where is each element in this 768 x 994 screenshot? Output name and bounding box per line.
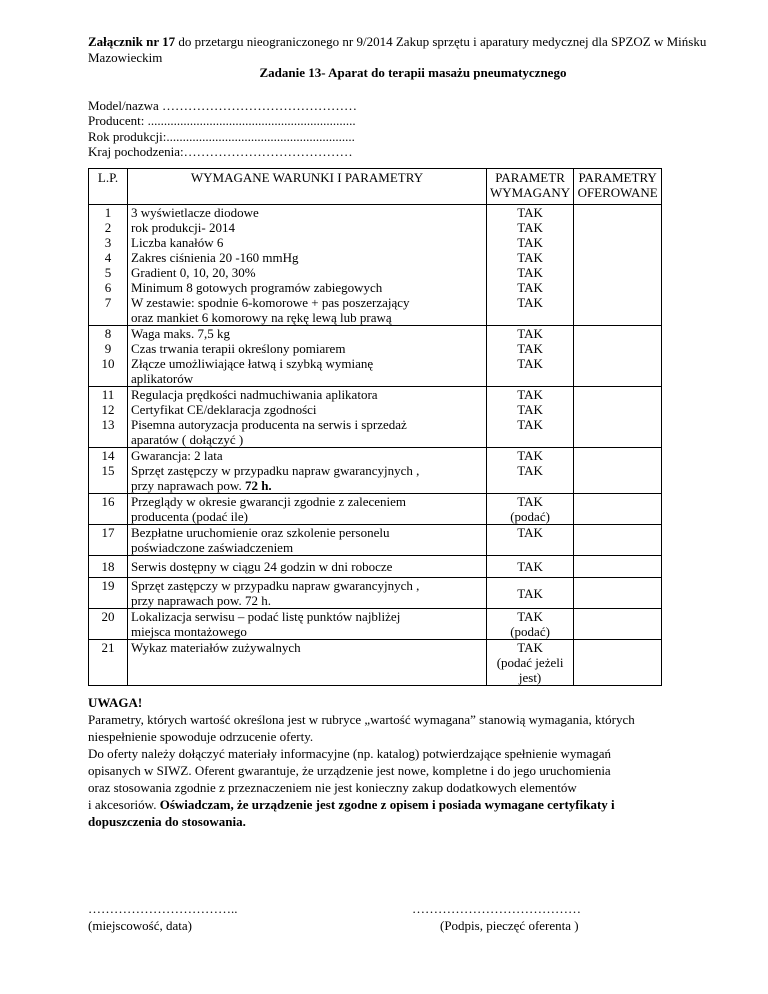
lp-number: 12 [101, 402, 115, 417]
requirement-text: oraz mankiet 6 komorowy na rękę lewą lub prawą [131, 310, 392, 325]
attachment-description: do przetargu nieograniczonego nr 9/2014 Zakup sprzętu i aparatury medycznej dla SPZOZ w Mińsku Mazowieckim [88, 34, 707, 65]
lp-cell [89, 387, 128, 448]
signature-dots: ………………………………… [412, 901, 581, 916]
requirement-cell [128, 640, 487, 686]
lp-cell [89, 326, 128, 387]
param-offered-cell[interactable] [574, 609, 662, 640]
param-value: TAK [517, 417, 543, 432]
param-value: TAK [517, 295, 543, 310]
declaration-text: dopuszczenia do stosowania. [88, 814, 246, 829]
note-line: Parametry, których wartość określona jest w rubryce „wartość wymagana” stanowią wymagania, których [88, 712, 635, 727]
lp-cell [89, 609, 128, 640]
lp-cell [89, 578, 128, 609]
param-required-cell [487, 326, 574, 387]
param-required-cell [487, 640, 574, 686]
param-value: TAK [517, 609, 543, 624]
param-value: TAK [517, 265, 543, 280]
requirement-cell [128, 326, 487, 387]
requirement-text: Liczba kanałów 6 [131, 235, 224, 250]
param-value: TAK [517, 585, 543, 601]
requirement-text: aplikatorów [131, 371, 194, 386]
lp-number: 20 [101, 609, 115, 624]
requirement-cell [128, 556, 487, 578]
requirement-text: Pisemna autoryzacja producenta na serwis i sprzedaż [131, 417, 407, 432]
param-required-cell [487, 578, 574, 609]
param-required-cell [487, 205, 574, 326]
lp-number: 7 [104, 295, 112, 310]
table-row [89, 525, 662, 556]
requirement-text: Sprzęt zastępczy w przypadku napraw gwarancyjnych , [131, 578, 420, 593]
requirement-cell [128, 205, 487, 326]
requirement-text: Wykaz materiałów zużywalnych [131, 640, 301, 655]
param-value: TAK [517, 640, 543, 655]
lp-cell [89, 556, 128, 578]
lp-number: 17 [101, 525, 115, 540]
table-row [89, 387, 662, 448]
lp-number: 21 [101, 640, 115, 655]
requirement-cell [128, 494, 487, 525]
param-value: TAK [517, 235, 543, 250]
requirement-text: Certyfikat CE/deklaracja zgodności [131, 402, 317, 417]
place-date-dots: …………………………….. [88, 901, 238, 916]
declaration-text: Oświadczam, że urządzenie jest zgodne z opisem i posiada wymagane certyfikaty i [159, 797, 615, 812]
model-field: Model/nazwa ……………………………………… [88, 97, 358, 113]
header-param-required: PARAMETR WYMAGANY [487, 169, 574, 205]
lp-number: 3 [104, 235, 112, 250]
table-row [89, 640, 662, 686]
table-row [89, 326, 662, 387]
lp-number: 8 [104, 326, 112, 341]
table-row [89, 205, 662, 326]
requirement-text: Przeglądy w okresie gwarancji zgodnie z zaleceniem [131, 494, 407, 509]
place-date-signature [88, 900, 238, 934]
lp-number: 2 [104, 220, 112, 235]
parameters-table [88, 168, 662, 686]
param-offered-cell[interactable] [574, 205, 662, 326]
requirement-text: Lokalizacja serwisu – podać listę punktów najbliżej [131, 609, 401, 624]
lp-number: 15 [101, 463, 115, 478]
requirement-text: miejsca montażowego [131, 624, 247, 639]
lp-cell [89, 448, 128, 494]
requirement-text: Regulacja prędkości nadmuchiwania aplikatora [131, 387, 378, 402]
param-offered-cell[interactable] [574, 494, 662, 525]
param-value: TAK [517, 525, 543, 540]
param-value: TAK [517, 463, 543, 478]
lp-number: 18 [101, 559, 115, 574]
requirement-text [131, 478, 483, 493]
requirement-cell [128, 578, 487, 609]
lp-number: 1 [104, 205, 112, 220]
param-value: TAK [517, 341, 543, 356]
requirement-text: producenta (podać ile) [131, 509, 248, 524]
param-required-cell [487, 494, 574, 525]
requirement-text: Gradient 0, 10, 20, 30% [131, 265, 256, 280]
lp-number: 11 [101, 387, 115, 402]
requirement-text: Minimum 8 gotowych programów zabiegowych [131, 280, 383, 295]
note-text: i akcesoriów. [88, 797, 160, 812]
param-value: (podać) [510, 509, 550, 524]
lp-number: 13 [101, 417, 115, 432]
country-field: Kraj pochodzenia:………………………………… [88, 144, 353, 159]
note-line: oraz stosowania zgodnie z przeznaczeniem nie jest konieczny zakup dodatkowych elementów [88, 780, 577, 795]
requirement-text: aparatów ( dołączyć ) [131, 432, 244, 447]
table-row [89, 494, 662, 525]
param-value: TAK [517, 356, 543, 371]
param-offered-cell[interactable] [574, 640, 662, 686]
lp-number: 4 [104, 250, 112, 265]
param-value: TAK [517, 205, 543, 220]
param-required-cell [487, 609, 574, 640]
requirement-cell [128, 525, 487, 556]
lp-cell [89, 525, 128, 556]
attachment-number: Załącznik nr 17 [88, 34, 176, 49]
param-required-cell [487, 556, 574, 578]
requirement-text: Gwarancja: 2 lata [131, 448, 223, 463]
param-offered-cell[interactable] [574, 387, 662, 448]
note-line [88, 813, 748, 830]
producer-field: Producent: ................................................................ [88, 113, 356, 128]
requirement-text: Waga maks. 7,5 kg [131, 326, 230, 341]
lp-cell [89, 205, 128, 326]
requirement-text: Złącze umożliwiające łatwą i szybką wymianę [131, 356, 374, 371]
note-line: opisanych w SIWZ. Oferent gwarantuje, że urządzenie jest nowe, kompletne i do jego uruchomienia [88, 763, 611, 778]
requirement-text: Zakres ciśnienia 20 -160 mmHg [131, 250, 299, 265]
production-year-field: Rok produkcji:.......................................................... [88, 128, 355, 144]
lp-number: 6 [104, 280, 112, 295]
table-row [89, 448, 662, 494]
document-header [88, 34, 738, 160]
requirement-text: Bezpłatne uruchomienie oraz szkolenie personelu [131, 525, 390, 540]
requirement-text: 3 wyświetlacze diodowe [131, 205, 259, 220]
table-row [89, 578, 662, 609]
param-value: TAK [517, 494, 543, 509]
requirement-text: Sprzęt zastępczy w przypadku napraw gwarancyjnych , [131, 463, 420, 478]
product-fields [88, 98, 738, 160]
lp-number: 9 [104, 341, 112, 356]
requirement-text: Serwis dostępny w ciągu 24 godzin w dni robocze [131, 559, 393, 574]
requirement-text: Czas trwania terapii określony pomiarem [131, 341, 346, 356]
param-required-cell [487, 525, 574, 556]
lp-cell [89, 640, 128, 686]
param-value: TAK [517, 250, 543, 265]
param-offered-cell[interactable] [574, 578, 662, 609]
lp-number: 10 [101, 356, 115, 371]
header-param-offered: PARAMETRY OFEROWANE [574, 169, 662, 205]
requirement-text: przy naprawach pow. 72 h. [131, 593, 271, 608]
param-value: TAK [517, 326, 543, 341]
param-value: TAK [517, 448, 543, 463]
lp-number: 14 [101, 448, 115, 463]
lp-number: 5 [104, 265, 112, 280]
attachment-line [88, 34, 738, 65]
note-line: niespełnienie spowoduje odrzucenie oferty. [88, 729, 314, 744]
task-title: Zadanie 13- Aparat do terapii masażu pneumatycznego [259, 65, 567, 80]
table-header-row [89, 169, 662, 205]
note-line [88, 796, 748, 813]
param-value: TAK [517, 559, 543, 574]
param-required-cell [487, 448, 574, 494]
lp-number: 16 [101, 494, 115, 509]
param-value: TAK [517, 220, 543, 235]
table-row [89, 556, 662, 578]
param-value: (podać) [510, 624, 550, 639]
param-offered-cell[interactable] [574, 556, 662, 578]
signature-label: (Podpis, pieczęć oferenta ) [440, 918, 579, 933]
lp-number: 19 [101, 578, 115, 593]
requirement-cell [128, 387, 487, 448]
param-value: TAK [517, 402, 543, 417]
lp-cell [89, 494, 128, 525]
requirement-text: rok produkcji- 2014 [131, 220, 235, 235]
requirement-cell [128, 609, 487, 640]
header-lp: L.P. [89, 169, 128, 205]
param-value: TAK [517, 280, 543, 295]
param-offered-cell[interactable] [574, 448, 662, 494]
header-requirements: WYMAGANE WARUNKI I PARAMETRY [128, 169, 487, 205]
requirement-text-bold: 72 h. [244, 478, 272, 493]
param-offered-cell[interactable] [574, 525, 662, 556]
requirement-text-plain: przy naprawach pow. [131, 478, 245, 493]
warning-note [88, 694, 748, 830]
param-value: (podać jeżeli [496, 655, 564, 670]
param-required-cell [487, 387, 574, 448]
warning-title: UWAGA! [88, 695, 143, 710]
table-row [89, 609, 662, 640]
param-value: jest) [518, 670, 542, 685]
requirement-text: poświadczone zaświadczeniem [131, 540, 294, 555]
param-offered-cell[interactable] [574, 326, 662, 387]
place-date-label: (miejscowość, data) [88, 918, 192, 933]
requirement-cell [128, 448, 487, 494]
offerer-signature [412, 900, 581, 934]
note-line: Do oferty należy dołączyć materiały informacyjne (np. katalog) potwierdzające spełnienie wymagań [88, 746, 612, 761]
requirement-text: W zestawie: spodnie 6-komorowe + pas poszerzający [131, 295, 410, 310]
param-value: TAK [517, 387, 543, 402]
